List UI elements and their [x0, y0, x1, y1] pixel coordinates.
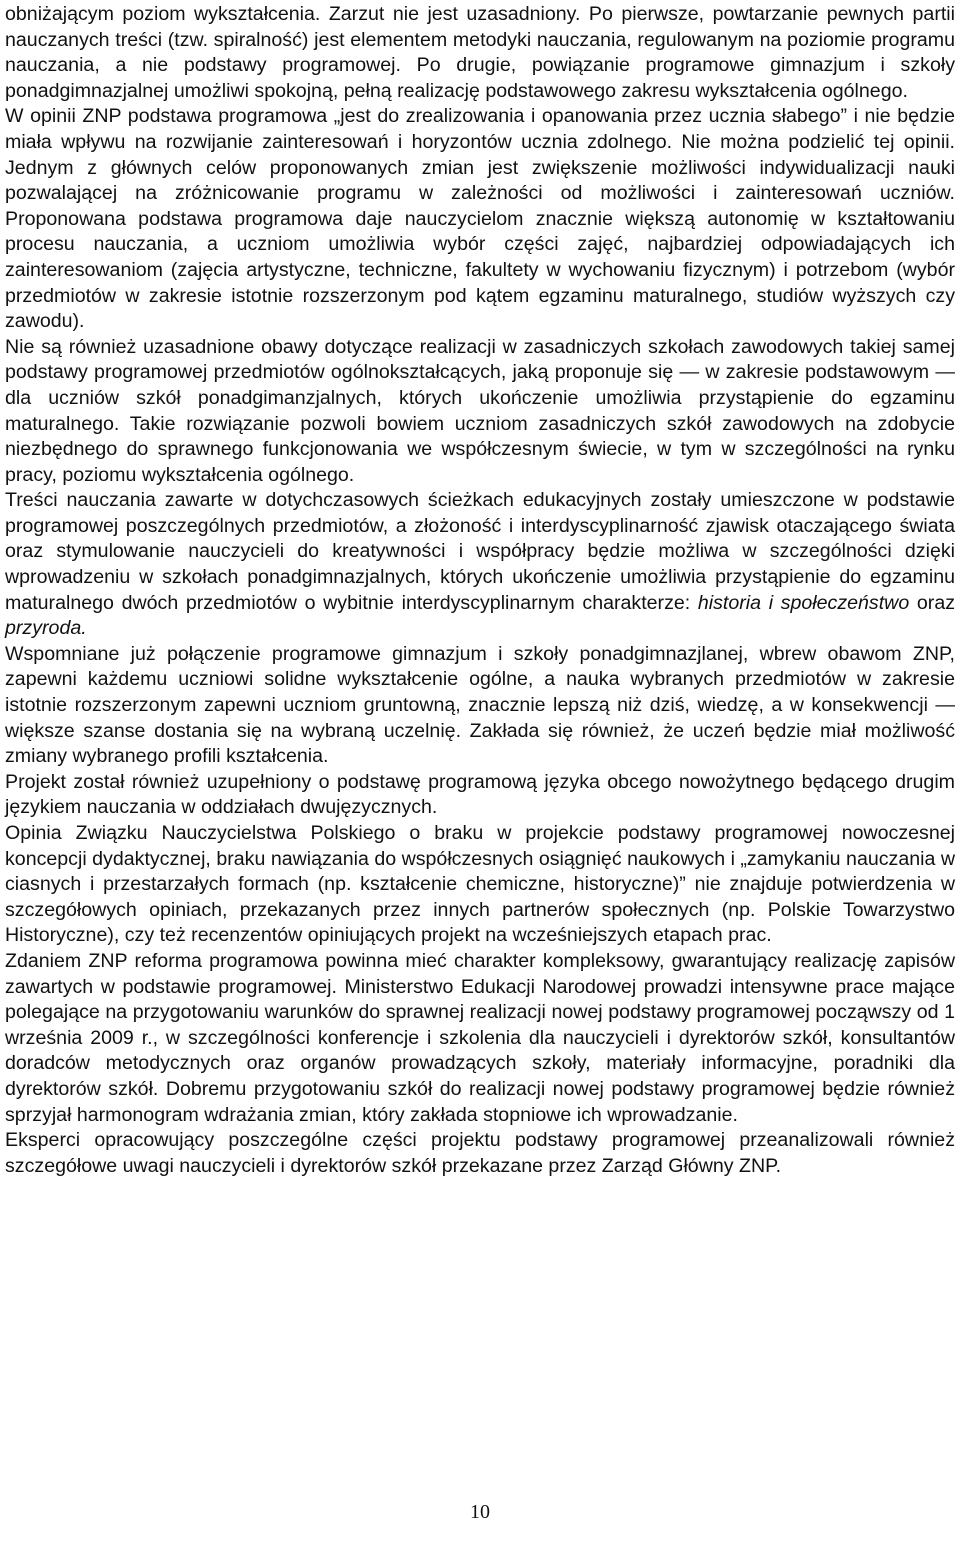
paragraph-text: obniżającym poziom wykształcenia. Zarzut nie jest uzasadniony. Po pierwsze, powtarzanie pewnych partii nauczanych treści (tzw. spiralność) jest elementem metodyki nauczania, regulowanym na poziomie programu nauczania, a nie podstawy programowej. Po drugie, powiązanie programowe gimnazjum i szkoły ponadgimnazjalnej umożliwi spokojną, pełną realizację podstawowego zakresu wykształcenia ogólnego.	[5, 3, 955, 102]
italic-subject-nature: przyroda.	[5, 617, 87, 640]
paragraph-9	[5, 1128, 955, 1179]
paragraph-text: Zdaniem ZNP reforma programowa powinna mieć charakter kompleksowy, gwarantujący realizację zapisów zawartych w podstawie programowej. Ministerstwo Edukacji Narodowej prowadzi intensywne prace mające polegające na przygotowaniu warunków do sprawnej realizacji nowej podstawy programowej począwszy od 1 września 2009 r., w szczególności konferencje i szkolenia dla nauczycieli i dyrektorów szkół, konsultantów doradców metodycznych oraz organów prowadzących szkoły, materiały informacyjne, poradniki dla dyrektorów szkół. Dobremu przygotowaniu szkół do realizacji nowej podstawy programowej będzie również sprzyjał harmonogram wdrażania zmian, który zakłada stopniowe ich wprowadzanie.	[5, 949, 955, 1126]
paragraph-8	[5, 949, 955, 1128]
paragraph-text: oraz	[909, 591, 956, 614]
document-page	[5, 2, 955, 1179]
paragraph-text: Eksperci opracowujący poszczególne części projektu podstawy programowej przeanalizowali również szczegółowe uwagi nauczycieli i dyrektorów szkół przekazane przez Zarząd Główny ZNP.	[5, 1129, 955, 1177]
paragraph-5	[5, 642, 955, 770]
paragraph-4	[5, 488, 955, 642]
paragraph-text: Projekt został również uzupełniony o podstawę programową języka obcego nowożytnego będącego drugim językiem nauczania w oddziałach dwujęzycznych.	[5, 770, 955, 819]
paragraph-6	[5, 770, 955, 821]
italic-subject-history-society: historia i społeczeństwo	[697, 591, 910, 614]
paragraph-text: Wspomniane już połączenie programowe gimnazjum i szkoły ponadgimnazjlanej, wbrew obawom ZNP, zapewni każdemu uczniowi solidne wykształcenie ogólne, a nauka wybranych przedmiotów w zakresie istotnie rozszerzonym zapewni uczniom gruntowną, znacznie lepszą niż dziś, wiedzę, a w konsekwencji — większe szanse dostania się na wybraną uczelnię. Zakłada się również, że uczeń będzie miał możliwość zmiany wybranego profili kształcenia.	[5, 642, 955, 768]
paragraph-7	[5, 821, 955, 949]
page-number: 10	[470, 1501, 490, 1523]
paragraph-text: Opinia Związku Nauczycielstwa Polskiego o braku w projekcie podstawy programowej nowoczesnej koncepcji dydaktycznej, braku nawiązania do współczesnych osiągnięć naukowych i „zamykaniu nauczania w ciasnych i przestarzałych formach (np. kształcenie chemiczne, historyczne)” nie znajduje potwierdzenia w szczegółowych opiniach, przekazanych przez innych partnerów społecznych (np. Polskie Towarzystwo Historyczne), czy też recenzentów opiniujących projekt na wcześniejszych etapach prac.	[5, 822, 955, 947]
paragraph-text: Treści nauczania zawarte w dotychczasowych ścieżkach edukacyjnych zostały umieszczone w podstawie programowej poszczególnych przedmiotów, a złożoność i interdyscyplinarność zjawisk otaczającego świata oraz stymulowanie nauczycieli do kreatywności i współpracy będzie możliwa w szczególności dzięki wprowadzeniu w szkołach ponadgimnazjalnych, których ukończenie umożliwia przystąpienie do egzaminu maturalnego dwóch przedmiotów o wybitnie interdyscyplinarnym charakterze:	[5, 489, 955, 614]
paragraph-text: Nie są również uzasadnione obawy dotyczące realizacji w zasadniczych szkołach zawodowych takiej samej podstawy programowej przedmiotów ogólnokształcących, jaką proponuje się — w zakresie podstawowym — dla uczniów szkół ponadgimanzjalnych, których ukończenie umożliwia przystąpienie do egzaminu maturalnego. Takie rozwiązanie pozwoli bowiem uczniom zasadniczych szkół zawodowych na zdobycie niezbędnego do sprawnego funkcjonowania we współczesnym świecie, w tym w szczególności na rynku pracy, poziomu wykształcenia ogólnego.	[5, 335, 955, 486]
paragraph-3	[5, 335, 955, 489]
paragraph-1	[5, 2, 955, 104]
paragraph-text: W opinii ZNP podstawa programowa „jest do zrealizowania i opanowania przez ucznia słabego” i nie będzie miała wpływu na rozwijanie zainteresowań i horyzontów ucznia zdolnego. Nie można podzielić tej opinii. Jednym z głównych celów proponowanych zmian jest zwiększenie możliwości indywidualizacji nauki pozwalającej na zróżnicowanie programu w zależności od możliwości i zainteresowań uczniów. Proponowana podstawa programowa daje nauczycielom znacznie większą autonomię w kształtowaniu procesu nauczania, a uczniom umożliwia wybór części zajęć, najbardziej odpowiadających ich zainteresowaniom (zajęcia artystyczne, techniczne, fakultety w wychowaniu fizycznym) i potrzebom (wybór przedmiotów w zakresie istotnie rozszerzonym pod kątem egzaminu maturalnego, studiów wyższych czy zawodu).	[5, 105, 955, 333]
paragraph-2	[5, 104, 955, 334]
